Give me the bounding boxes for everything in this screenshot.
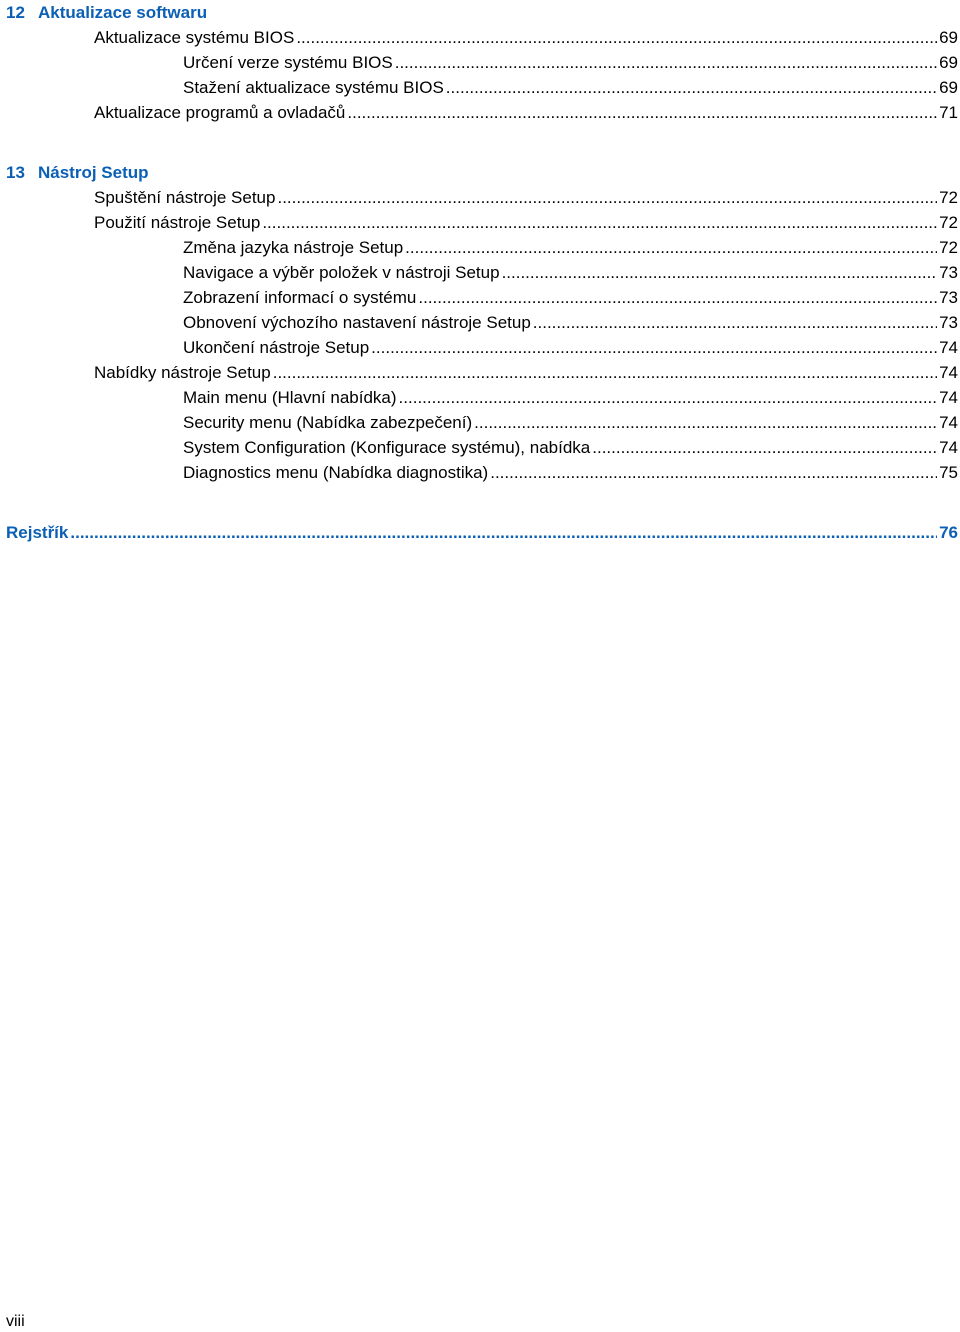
dot-leader — [273, 360, 937, 385]
toc-entry-page: 74 — [939, 363, 958, 382]
toc-entry-page: 74 — [939, 438, 958, 457]
toc-entry[interactable] — [6, 335, 958, 360]
toc-index-entry[interactable] — [6, 520, 958, 545]
index-page: 76 — [939, 523, 958, 542]
spacer — [6, 125, 958, 160]
dot-leader — [296, 25, 937, 50]
toc-entry-title: Určení verze systému BIOS — [183, 53, 393, 72]
dot-leader — [490, 460, 937, 485]
chapter-number: 12 — [6, 3, 25, 22]
dot-leader — [395, 50, 937, 75]
toc-entry[interactable] — [6, 185, 958, 210]
chapter-heading[interactable] — [6, 160, 958, 185]
toc-entry[interactable] — [6, 25, 958, 50]
dot-leader — [502, 260, 938, 285]
toc-entry[interactable] — [6, 235, 958, 260]
toc-entry-page: 73 — [939, 263, 958, 282]
toc-entry-title: Navigace a výběr položek v nástroji Setup — [183, 263, 500, 282]
dot-leader — [405, 235, 937, 260]
toc-entry-title: System Configuration (Konfigurace systému), nabídka — [183, 438, 591, 457]
toc-entry-page: 72 — [939, 188, 958, 207]
toc-entry[interactable] — [6, 285, 958, 310]
toc-entry-title: Diagnostics menu (Nabídka diagnostika) — [183, 463, 489, 482]
toc-entry-title: Změna jazyka nástroje Setup — [183, 238, 404, 257]
toc-entry[interactable] — [6, 75, 958, 100]
toc-entry[interactable] — [6, 310, 958, 335]
toc-entry-title: Main menu (Hlavní nabídka) — [183, 388, 397, 407]
chapter-title: Aktualizace softwaru — [38, 3, 208, 22]
chapter-title: Nástroj Setup — [38, 163, 149, 182]
dot-leader — [70, 520, 937, 545]
toc-entry[interactable] — [6, 410, 958, 435]
toc-entry-title: Stažení aktualizace systému BIOS — [183, 78, 444, 97]
toc-entry-page: 74 — [939, 413, 958, 432]
toc-entry-page: 69 — [939, 78, 958, 97]
page-number: viii — [6, 1313, 25, 1330]
toc-entry-page: 74 — [939, 338, 958, 357]
toc-entry-page: 69 — [939, 28, 958, 47]
toc-entry-title: Zobrazení informací o systému — [183, 288, 417, 307]
toc-entry[interactable] — [6, 385, 958, 410]
toc-entry-title: Aktualizace programů a ovladačů — [94, 103, 346, 122]
dot-leader — [418, 285, 937, 310]
spacer — [6, 485, 958, 520]
dot-leader — [262, 210, 937, 235]
toc-entry-title: Obnovení výchozího nastavení nástroje Setup — [183, 313, 531, 332]
dot-leader — [592, 435, 937, 460]
toc-entry-title: Security menu (Nabídka zabezpečení) — [183, 413, 473, 432]
toc-entry[interactable] — [6, 260, 958, 285]
toc-entry[interactable] — [6, 435, 958, 460]
dot-leader — [533, 310, 937, 335]
toc-entry-title: Aktualizace systému BIOS — [94, 28, 295, 47]
toc-entry-page: 74 — [939, 388, 958, 407]
chapter-number: 13 — [6, 163, 25, 182]
toc-entry[interactable] — [6, 50, 958, 75]
index-title: Rejstřík — [6, 523, 69, 542]
dot-leader — [474, 410, 937, 435]
toc-entry-title: Ukončení nástroje Setup — [183, 338, 370, 357]
toc-entry-title: Nabídky nástroje Setup — [94, 363, 271, 382]
toc-entry[interactable] — [6, 100, 958, 125]
toc-entry[interactable] — [6, 360, 958, 385]
toc-entry-page: 73 — [939, 288, 958, 307]
toc-entry[interactable] — [6, 210, 958, 235]
table-of-contents — [6, 0, 958, 545]
chapter-heading[interactable] — [6, 0, 958, 25]
dot-leader — [277, 185, 937, 210]
toc-entry-page: 73 — [939, 313, 958, 332]
toc-entry-page: 75 — [939, 463, 958, 482]
toc-entry-page: 72 — [939, 213, 958, 232]
toc-entry[interactable] — [6, 460, 958, 485]
dot-leader — [446, 75, 937, 100]
dot-leader — [347, 100, 937, 125]
toc-entry-title: Spuštění nástroje Setup — [94, 188, 276, 207]
toc-entry-page: 72 — [939, 238, 958, 257]
dot-leader — [371, 335, 937, 360]
toc-entry-title: Použití nástroje Setup — [94, 213, 261, 232]
toc-entry-page: 71 — [939, 103, 958, 122]
toc-entry-page: 69 — [939, 53, 958, 72]
dot-leader — [399, 385, 938, 410]
